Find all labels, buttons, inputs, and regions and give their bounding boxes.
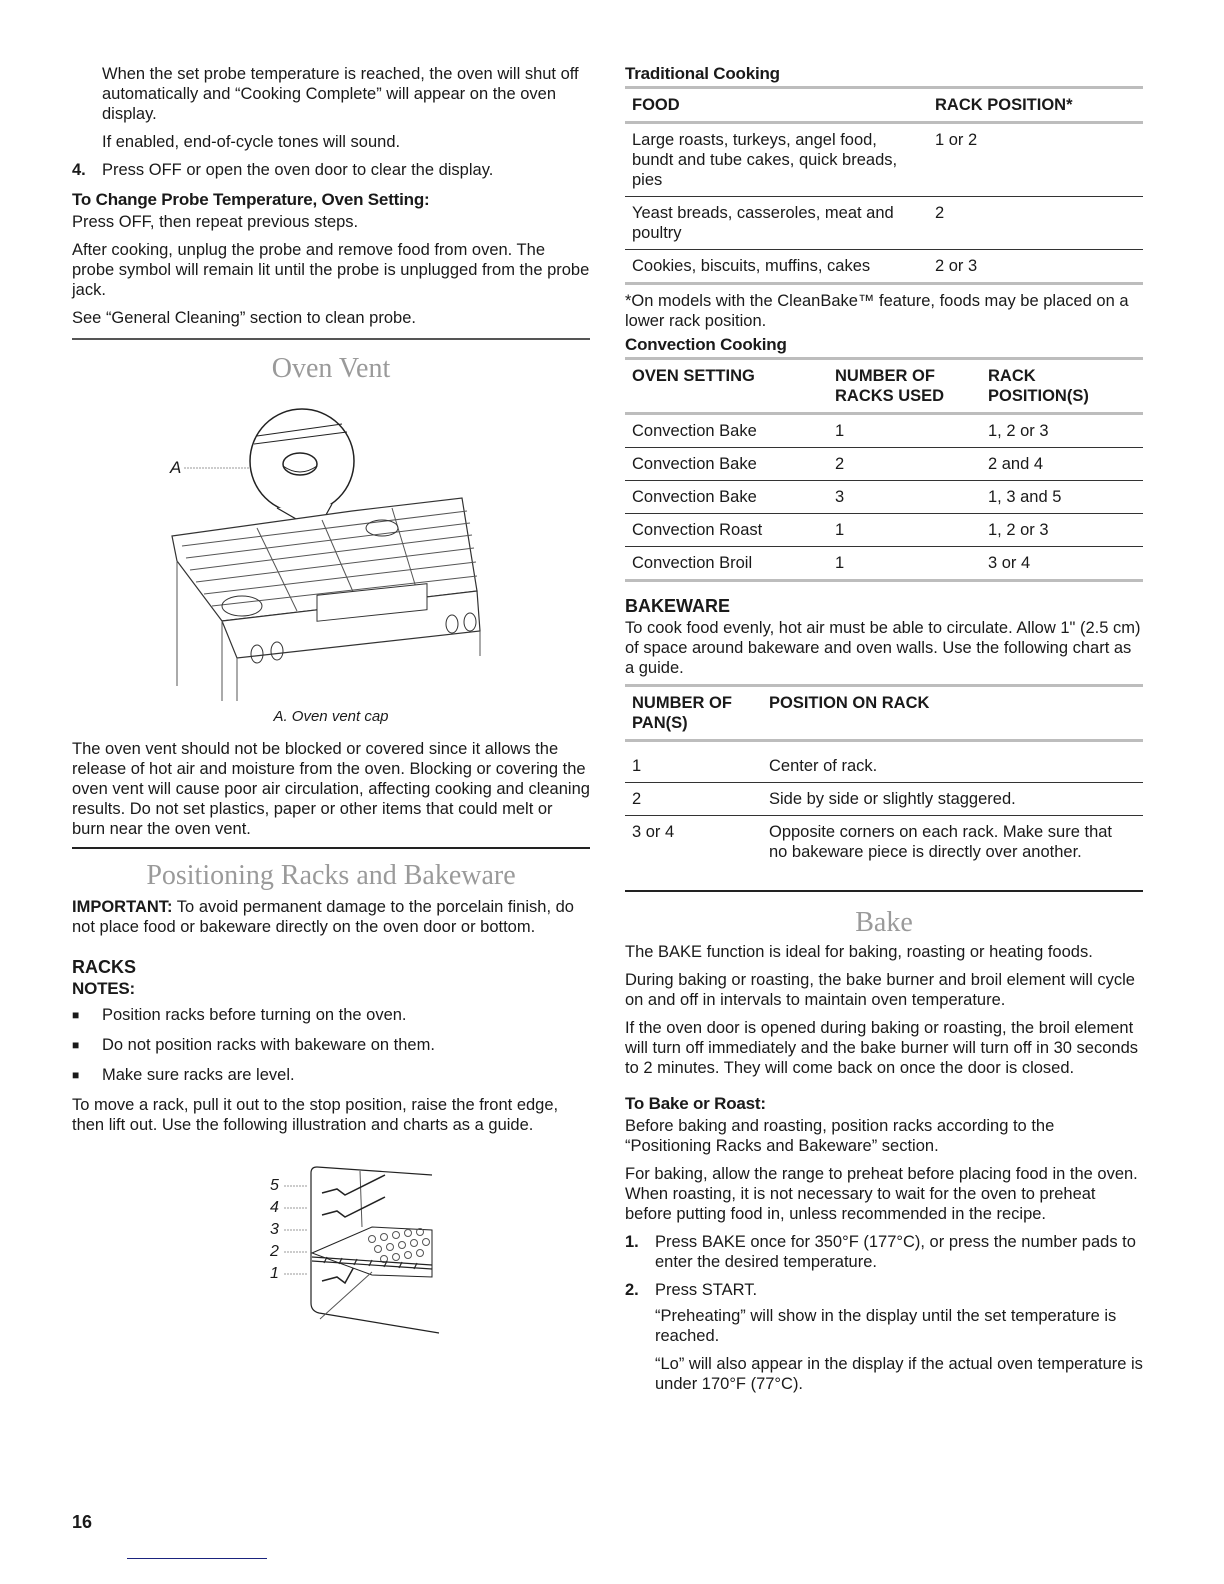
cleanbake-footnote: *On models with the CleanBake™ feature, foods may be placed on a lower rack position.: [625, 292, 1129, 330]
change-probe-paragraph-2: After cooking, unplug the probe and remove food from oven. The probe symbol will remain lit until the probe is unplugged from the probe jack.: [72, 241, 590, 299]
change-probe-paragraph-1: Press OFF, then repeat previous steps.: [72, 213, 359, 231]
table-header-row: [625, 686, 1143, 741]
step-number: 1.: [625, 1233, 639, 1251]
bake-step-1: [625, 1232, 1143, 1272]
rack-positions-cell: 1, 3 and 5: [988, 488, 1062, 506]
probe-paragraph-1: When the set probe temperature is reached, the oven will shut off automatically and “Cooking Complete” will appear on the oven display.: [102, 65, 579, 123]
right-column: [625, 64, 1143, 1402]
table-row: [625, 750, 1143, 783]
note-item: [72, 1065, 590, 1085]
racks-heading: RACKS: [72, 957, 137, 977]
pans-cell: 1: [632, 757, 642, 775]
important-paragraph: [72, 897, 590, 937]
racks-used-cell: 1: [835, 521, 845, 539]
bake-paragraph-3: If the oven door is opened during baking or roasting, the broil element will turn off immediately and the bake burner will turn off in 30 seconds to 2 minutes. They will come back on once the door is closed.: [625, 1019, 1138, 1077]
rack-positions-cell: 2 and 4: [988, 455, 1044, 473]
food-cell: Cookies, biscuits, muffins, cakes: [632, 257, 871, 275]
footer-line: [127, 1558, 267, 1559]
position-cell: Center of rack.: [769, 757, 878, 775]
rack-positions-cell: 1, 2 or 3: [988, 422, 1049, 440]
table-row: [625, 514, 1143, 547]
table-row: [625, 448, 1143, 481]
rack-position-cell: 2 or 3: [935, 257, 978, 275]
bakeware-paragraph: To cook food evenly, hot air must be able to circulate. Allow 1" (2.5 cm) of space around bakeware and oven walls. Use the following chart as a guide.: [625, 619, 1141, 677]
note-item: [72, 1005, 590, 1025]
bake-step-2: [625, 1280, 1143, 1300]
oven-vent-title: Oven Vent: [271, 353, 391, 384]
bake-paragraph-2: During baking or roasting, the bake burner and broil element will cycle on and off in intervals to maintain oven temperature.: [625, 971, 1135, 1009]
column-header-number-of-pans: NUMBER OF PAN(S): [632, 694, 732, 732]
table-row: [625, 816, 1143, 869]
oven-vent-caption: A. Oven vent cap: [273, 708, 389, 725]
rack-positions-cell: 3 or 4: [988, 554, 1031, 572]
step-2-subtext-1: “Preheating” will show in the display until the set temperature is reached.: [655, 1307, 1117, 1345]
bake-title: Bake: [855, 907, 913, 938]
table-row: [625, 547, 1143, 581]
column-header-racks-used: NUMBER OF RACKS USED: [835, 367, 945, 405]
racks-used-cell: 1: [835, 554, 845, 572]
step-4: [72, 160, 590, 180]
column-header-food: FOOD: [632, 96, 680, 114]
positioning-title: Positioning Racks and Bakeware: [146, 860, 516, 891]
oven-setting-cell: Convection Roast: [632, 521, 763, 539]
oven-vent-paragraph: The oven vent should not be blocked or covered since it allows the release of hot air and moisture from the oven. Blocking or covering the oven vent will cause poor air circulation, affecting cooking and cleaning results. Do not set plastics, paper or other items that could melt or burn near the oven vent.: [72, 740, 590, 838]
table-row: [625, 783, 1143, 816]
oven-setting-cell: Convection Bake: [632, 422, 757, 440]
racks-used-cell: 2: [835, 455, 845, 473]
step-text: Press OFF or open the oven door to clear the display.: [102, 161, 494, 179]
table-row: [625, 250, 1143, 284]
oven-rack-icon: [72, 1157, 590, 1337]
bake-paragraph-1: The BAKE function is ideal for baking, roasting or heating foods.: [625, 943, 1093, 961]
oven-setting-cell: Convection Bake: [632, 488, 757, 506]
table-header-row: [625, 359, 1143, 414]
column-header-position-on-rack: POSITION ON RACK: [769, 694, 930, 712]
section-divider: [72, 847, 590, 849]
column-header-rack-position: RACK POSITION*: [935, 96, 1073, 114]
position-cell: Side by side or slightly staggered.: [769, 790, 1016, 808]
note-text: Make sure racks are level.: [102, 1066, 295, 1084]
rack-label-5: 5: [270, 1177, 279, 1194]
bullet-square-icon: ■: [72, 1068, 80, 1082]
step-text: Press BAKE once for 350°F (177°C), or press the number pads to enter the desired temperature.: [655, 1233, 1136, 1271]
food-cell: Yeast breads, casseroles, meat and poultry: [632, 204, 894, 242]
step-2-subtext-2: “Lo” will also appear in the display if the actual oven temperature is under 170°F (77°C).: [655, 1355, 1143, 1393]
section-divider: [625, 890, 1143, 892]
column-header-rack-positions: RACK POSITION(S): [988, 367, 1089, 405]
bakeware-table: [625, 684, 1143, 868]
food-cell: Large roasts, turkeys, angel food, bundt and tube cakes, quick breads, pies: [632, 131, 898, 189]
change-probe-paragraph-3: See “General Cleaning” section to clean probe.: [72, 309, 416, 327]
rack-label-3: 3: [270, 1221, 279, 1238]
table-row: [625, 123, 1143, 197]
note-text: Do not position racks with bakeware on them.: [102, 1036, 435, 1054]
important-label: IMPORTANT:: [72, 898, 173, 916]
convection-cooking-heading: Convection Cooking: [625, 335, 787, 354]
bakeware-heading: BAKEWARE: [625, 596, 731, 616]
range-cooktop-icon: [72, 396, 590, 701]
pans-cell: 3 or 4: [632, 823, 675, 841]
table-row: [625, 414, 1143, 448]
callout-label-a: A: [170, 458, 182, 477]
rack-position-cell: 2: [935, 204, 945, 222]
to-bake-heading: To Bake or Roast:: [625, 1094, 766, 1113]
note-text: Position racks before turning on the oven.: [102, 1006, 407, 1024]
move-rack-paragraph: To move a rack, pull it out to the stop position, raise the front edge, then lift out. Use the following illustration and charts as a guide.: [72, 1096, 559, 1134]
racks-used-cell: 1: [835, 422, 845, 440]
important-text: To avoid permanent damage to the porcelain finish, do not place food or bakeware directly on the oven door or bottom.: [72, 898, 574, 936]
note-item: [72, 1035, 590, 1055]
table-row: [625, 481, 1143, 514]
rack-positions-cell: 1, 2 or 3: [988, 521, 1049, 539]
step-number: 4.: [72, 161, 86, 179]
rack-label-2: 2: [270, 1243, 279, 1260]
oven-vent-illustration: [72, 396, 590, 701]
traditional-cooking-table: [625, 86, 1143, 285]
traditional-cooking-heading: Traditional Cooking: [625, 64, 780, 83]
probe-paragraph-2: If enabled, end-of-cycle tones will sound.: [102, 133, 401, 151]
change-probe-heading: To Change Probe Temperature, Oven Setting:: [72, 190, 430, 209]
section-divider: [72, 338, 590, 340]
rack-label-4: 4: [270, 1199, 279, 1216]
bullet-square-icon: ■: [72, 1038, 80, 1052]
bullet-square-icon: ■: [72, 1008, 80, 1022]
pans-cell: 2: [632, 790, 642, 808]
page-number: 16: [72, 1512, 93, 1532]
notes-heading: NOTES:: [72, 979, 136, 998]
racks-used-cell: 3: [835, 488, 845, 506]
to-bake-paragraph-2: For baking, allow the range to preheat before placing food in the oven. When roasting, it is not necessary to wait for the oven to preheat before putting food in, unless recommended in the recipe.: [625, 1165, 1138, 1223]
step-text: Press START.: [655, 1281, 758, 1299]
table-header-row: [625, 88, 1143, 123]
step-number: 2.: [625, 1281, 639, 1299]
rack-label-1: 1: [270, 1265, 279, 1282]
oven-setting-cell: Convection Broil: [632, 554, 753, 572]
oven-setting-cell: Convection Bake: [632, 455, 757, 473]
left-column: [72, 64, 590, 1343]
table-row: [625, 197, 1143, 250]
column-header-oven-setting: OVEN SETTING: [632, 367, 755, 385]
position-cell: Opposite corners on each rack. Make sure that no bakeware piece is directly over another.: [769, 823, 1113, 861]
rack-position-cell: 1 or 2: [935, 131, 978, 149]
to-bake-paragraph-1: Before baking and roasting, position racks according to the “Positioning Racks and Bakeware” section.: [625, 1117, 1055, 1155]
convection-cooking-table: [625, 357, 1143, 582]
rack-positions-illustration: [72, 1157, 590, 1337]
